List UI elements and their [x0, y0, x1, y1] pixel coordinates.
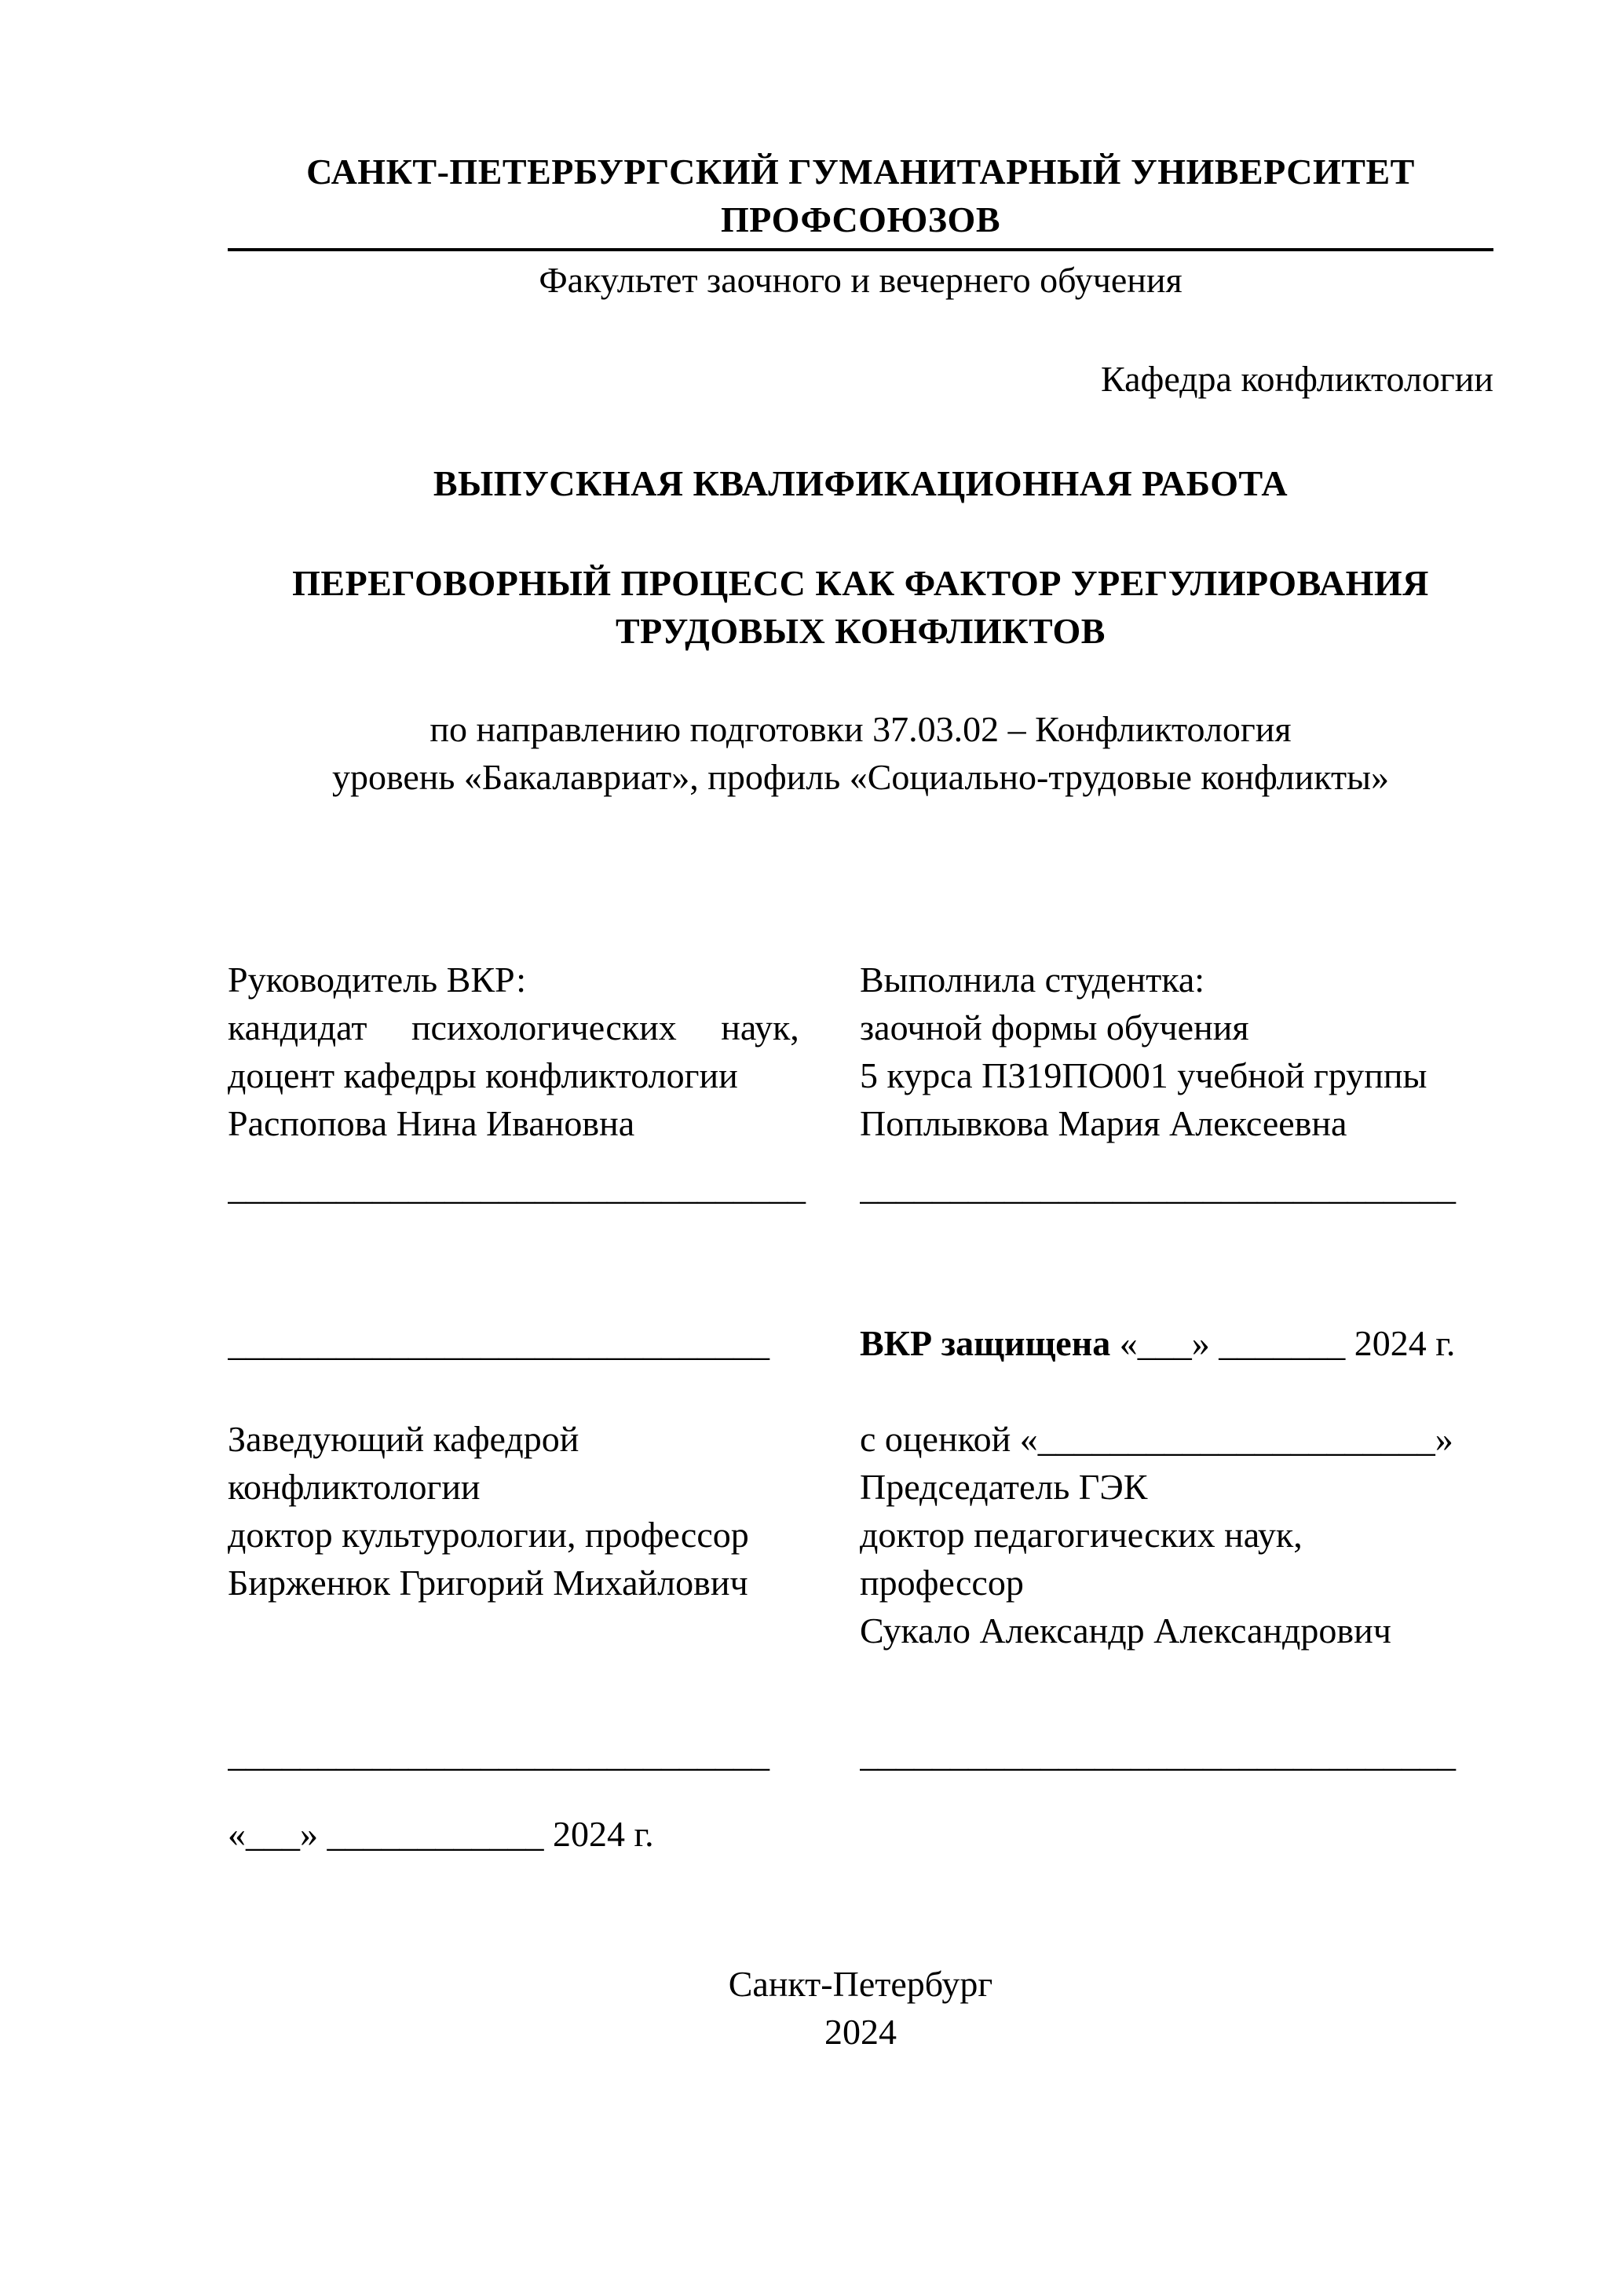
student-role: Выполнила студентка: [860, 959, 1205, 1000]
supervisor-name: Распопова Нина Ивановна [228, 1103, 635, 1144]
supervisor-block [228, 956, 828, 1212]
thesis-title-line-2: ТРУДОВЫХ КОНФЛИКТОВ [615, 611, 1106, 652]
student-name: Поплывкова Мария Алексеевна [860, 1103, 1347, 1144]
student-signature-line: _________________________________ [860, 1167, 1456, 1208]
committee-block [860, 1415, 1493, 1655]
committee-chair-degree: доктор педагогических наук, [860, 1514, 1303, 1555]
thesis-title-line-1: ПЕРЕГОВОРНЫЙ ПРОЦЕСС КАК ФАКТОР УРЕГУЛИРОВАНИЯ [292, 562, 1429, 603]
work-type-heading: ВЫПУСКНАЯ КВАЛИФИКАЦИОННАЯ РАБОТА [433, 462, 1289, 503]
student-block [860, 956, 1493, 1212]
university-name: САНКТ-ПЕТЕРБУРГСКИЙ ГУМАНИТАРНЫЙ УНИВЕРСИТЕТ ПРОФСОЮЗОВ [228, 148, 1493, 251]
head-role-line-2: конфликтологии [228, 1466, 481, 1507]
defense-date-line [860, 1319, 1493, 1367]
student-study-form: заочной формы обучения [860, 1007, 1249, 1047]
program-info [228, 705, 1493, 801]
chair-signature-line: _________________________________ [860, 1734, 1456, 1775]
head-role-line-1: Заведующий кафедрой [228, 1418, 579, 1459]
supervisor-degree: кандидат психологических наук, [228, 1007, 799, 1047]
committee-chair-name: Сукало Александр Александрович [860, 1610, 1391, 1651]
head-degree: доктор культурологии, профессор [228, 1514, 749, 1555]
head-signature-line-bottom: ______________________________ [228, 1734, 769, 1775]
head-date-line: «___» ____________ 2024 г. [228, 1813, 654, 1854]
thesis-title [228, 559, 1493, 655]
head-of-department-block [228, 1415, 828, 1607]
grade-blank-line: с оценкой «______________________» [860, 1418, 1453, 1459]
head-signature-line-top: ______________________________ [228, 1323, 769, 1364]
publication-year: 2024 [824, 2011, 897, 2052]
faculty-name: Факультет заочного и вечернего обучения [539, 260, 1183, 301]
supervisor-student-section [228, 956, 1493, 1212]
program-direction: по направлению подготовки 37.03.02 – Конфликтология [430, 709, 1292, 750]
head-name: Бирженюк Григорий Михайлович [228, 1563, 748, 1603]
committee-chair-rank: профессор [860, 1563, 1024, 1603]
student-group: 5 курса ПЗ19ПО001 учебной группы [860, 1055, 1427, 1095]
bottom-signature-lines [228, 1730, 1493, 1778]
committee-chair-role: Председатель ГЭК [860, 1466, 1148, 1507]
head-committee-section [228, 1415, 1493, 1655]
defense-section [228, 1319, 1493, 1367]
program-level: уровень «Бакалавриат», профиль «Социально-трудовые конфликты» [331, 757, 1390, 798]
city-name: Санкт-Петербург [728, 1963, 993, 2004]
supervisor-signature-line: ________________________________ [228, 1167, 806, 1208]
defense-label: ВКР защищена [860, 1323, 1111, 1364]
supervisor-position: доцент кафедры конфликтологии [228, 1055, 738, 1095]
supervisor-role: Руководитель ВКР: [228, 959, 527, 1000]
defense-date-blank: «___» _______ 2024 г. [1110, 1323, 1456, 1364]
department-name: Кафедра конфликтологии [1101, 358, 1493, 399]
